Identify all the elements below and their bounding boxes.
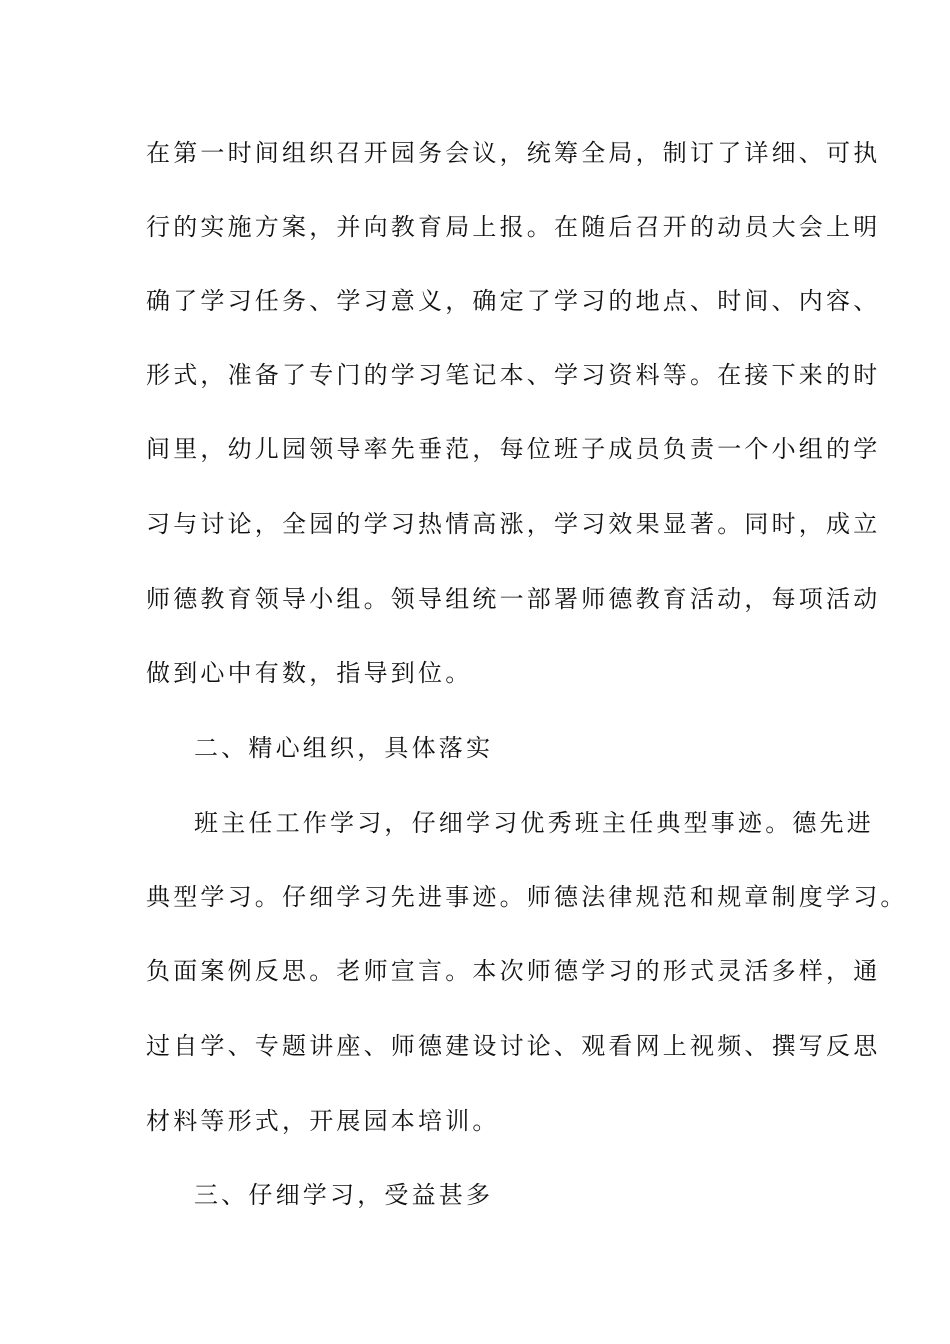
paragraph-line: 间里，幼儿园领导率先垂范，每位班子成员负责一个小组的学 <box>146 435 881 463</box>
section-heading: 三、仔细学习，受益甚多 <box>194 1181 494 1209</box>
paragraph-line: 材料等形式，开展园本培训。 <box>146 1107 500 1135</box>
paragraph-line: 做到心中有数，指导到位。 <box>146 659 473 687</box>
paragraph-line: 典型学习。仔细学习先进事迹。师德法律规范和规章制度学习。 <box>146 883 908 911</box>
paragraph-line: 师德教育领导小组。领导组统一部署师德教育活动，每项活动 <box>146 585 881 613</box>
section-heading: 二、精心组织，具体落实 <box>194 734 494 762</box>
paragraph-line: 行的实施方案，并向教育局上报。在随后召开的动员大会上明 <box>146 213 881 241</box>
paragraph-line: 习与讨论，全园的学习热情高涨，学习效果显著。同时，成立 <box>146 510 881 538</box>
paragraph-line: 过自学、专题讲座、师德建设讨论、观看网上视频、撰写反思 <box>146 1032 881 1060</box>
paragraph-line: 班主任工作学习，仔细学习优秀班主任典型事迹。德先进 <box>194 809 874 837</box>
paragraph-line: 形式，准备了专门的学习笔记本、学习资料等。在接下来的时 <box>146 361 881 389</box>
paragraph-line: 确了学习任务、学习意义，确定了学习的地点、时间、内容、 <box>146 287 881 315</box>
paragraph-line: 在第一时间组织召开园务会议，统筹全局，制订了详细、可执 <box>146 139 881 167</box>
paragraph-line: 负面案例反思。老师宣言。本次师德学习的形式灵活多样，通 <box>146 957 881 985</box>
